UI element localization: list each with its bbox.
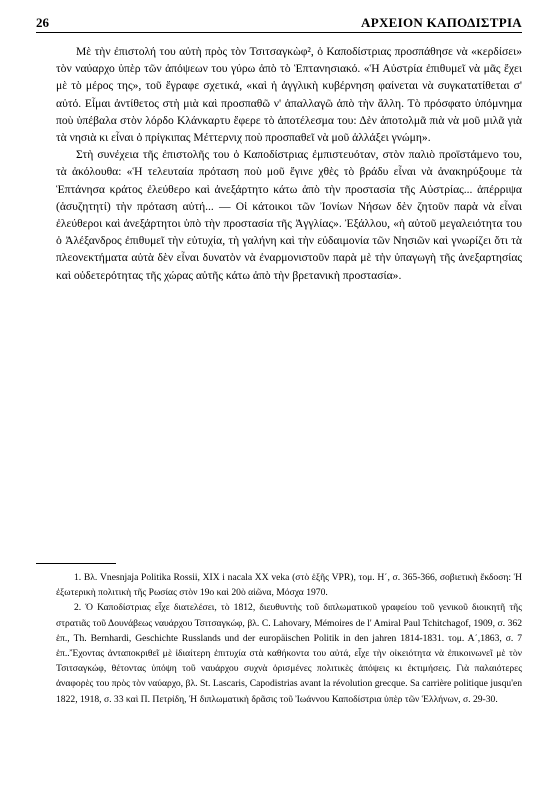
footnote: 1. Βλ. Vnesnjaja Politika Rossii, XIX i nacala XX veka (στὸ ἑξῆς VPR), τομ. Η΄, σ. 365-366, σοβιετικὴ ἔκδοση: Ἡ ἐξωτερικὴ πολιτικὴ τῆς Ρωσίας στὸν 19ο καὶ 20ὸ αἰῶνα, Μόσχα 1970. xyxy=(56,572,522,599)
footnote-rule xyxy=(36,563,116,564)
main-text xyxy=(56,43,522,284)
footnotes xyxy=(56,570,522,707)
paragraph: Στὴ συνέχεια τῆς ἐπιστολῆς του ὁ Καποδίστριας ἐμπιστευόταν, στὸν παλιὸ προϊστάμενο του, τὰ ἀκόλουθα: «Ἡ τελευταία πρόταση ποὺ μοῦ ἔγινε χθὲς τὸ βράδυ εἶναι νὰ ἀνακηρύξουμε τὰ Ἑπτάνησα κράτος ἐλεύθερο καὶ ἀνεξάρτητο κάτω ἀπὸ τὴν προστασία τῆς Αὐστρίας... ἀπέρριψα (ἀσυζητητί) τὴν πρόταση αὐτή... — Οἱ κάτοικοι τῶν Ἰονίων Νήσων δὲν ζητοῦν παρὰ νὰ εἶναι ἐλεύθεροι καὶ ἀνεξάρτητοι ὑπὸ τὴν προστασία τῆς Ἀγγλίας». Ἐξάλλου, «ἡ αὐτοῦ μεγαλειότητα του ὁ Ἀλέξανδρος ἐπιθυμεῖ τὴν εὐτυχία, τὴ γαλήνη καὶ τὴν εὐδαιμονία τῶν Νησιῶν καὶ γνωρίζει ὅτι τὰ πλεονεκτήματα αὐτὰ δὲν εἶναι δυνατὸν νὰ ἐναρμονιστοῦν παρὰ μὲ τὴν ὑπαγωγὴ τῆς ἀνεξαρτησίας καὶ οὐδετερότητας τῆς χώρας αὐτῆς κάτω ἀπὸ τὴν βρετανικὴ προστασία». xyxy=(56,148,522,282)
running-title: ΑΡΧΕΙΟΝ ΚΑΠΟΔΙΣΤΡΙΑ xyxy=(361,15,522,30)
page-number: 26 xyxy=(36,15,49,30)
header-rule xyxy=(36,32,522,33)
footnote: 2. Ὁ Καποδίστριας εἶχε διατελέσει, τὸ 1812, διευθυντὴς τοῦ διπλωματικοῦ γραφείου τοῦ γενικοῦ διοικητῆ τῆς στρατιᾶς τοῦ Δουνάβεως ναυάρχου Τσιτσαγκώφ, βλ. C. Lahovary, Mémoires de l' Amiral Paul Tchitchagof, 1909, σ. 362 ἑπ., Th. Bernhardi, Geschichte Russlands und der europäischen Politik in den jahren 1814-1831. τομ. Α΄,1863, σ. 7 ἑπ..Ἔχοντας ἀνταποκριθεῖ μὲ ἰδιαίτερη ἐπιτυχία στὰ καθήκοντα του αὐτά, εἶχε τὴν οἰκειότητα νὰ ἐπικοινωνεῖ μὲ τὸν Τσιτσαγκώφ, θέτοντας ὑπόψη τοῦ ναυάρχου συχνὰ ὁρισμένες πολιτικὲς ἀπόψεις κι ἐκτιμήσεις. Γιὰ παλαιότερες ἀναφορὲς του πρὸς τὸν ναύαρχο, βλ. St. Lascaris, Capodistrias avant la révolution grecque. Sa carrière politique jusqu'en 1822, 1918, σ. 33 καὶ Π. Πετρίδη, Ἡ διπλωματικὴ δρᾶσις τοῦ Ἰωάννου Καποδίστρια ὑπὲρ τῶν Ἑλλήνων, σ. 29-30. xyxy=(56,602,522,705)
paragraph: Μὲ τὴν ἐπιστολή του αὐτὴ πρὸς τὸν Τσιτσαγκὼφ², ὁ Καποδίστριας προσπάθησε νὰ «κερδίσει» τὸν ναύαρχο ὑπὲρ τῶν ἀπόψεων του γύρω ἀπὸ τὸ Ἑπτανησιακό. «Ἡ Αὐστρία ἐπιθυμεῖ νὰ μᾶς ἔχει μὲ τὸ μέρος της», τοῦ ἔγραφε σχετικά, «καὶ ἡ ἀγγλικὴ κυβέρνηση φαίνεται νὰ συγκατατίθεται σ' αὐτό. Εἶμαι ἀντίθετος στὴ μιὰ καὶ προσπαθῶ ν' ἀπαλλαγῶ ἀπὸ τὴν ἄλλη. Τὸ πρόσφατο ὑπόμνημα ποὺ ὑπέβαλα στὸν λόρδο Κλάνκαρτυ ἔφερε τὸ ἀποτέλεσμα του: Δὲν ἀποτολμᾶ πιὰ νὰ μοῦ μιλᾶ γιὰ τὰ νησιὰ κι εἶναι ὁ πρίγκιπας Μέττερνιχ ποὺ προσπαθεῖ νὰ μοῦ ἀλλάξει γνώμη». xyxy=(56,45,522,145)
